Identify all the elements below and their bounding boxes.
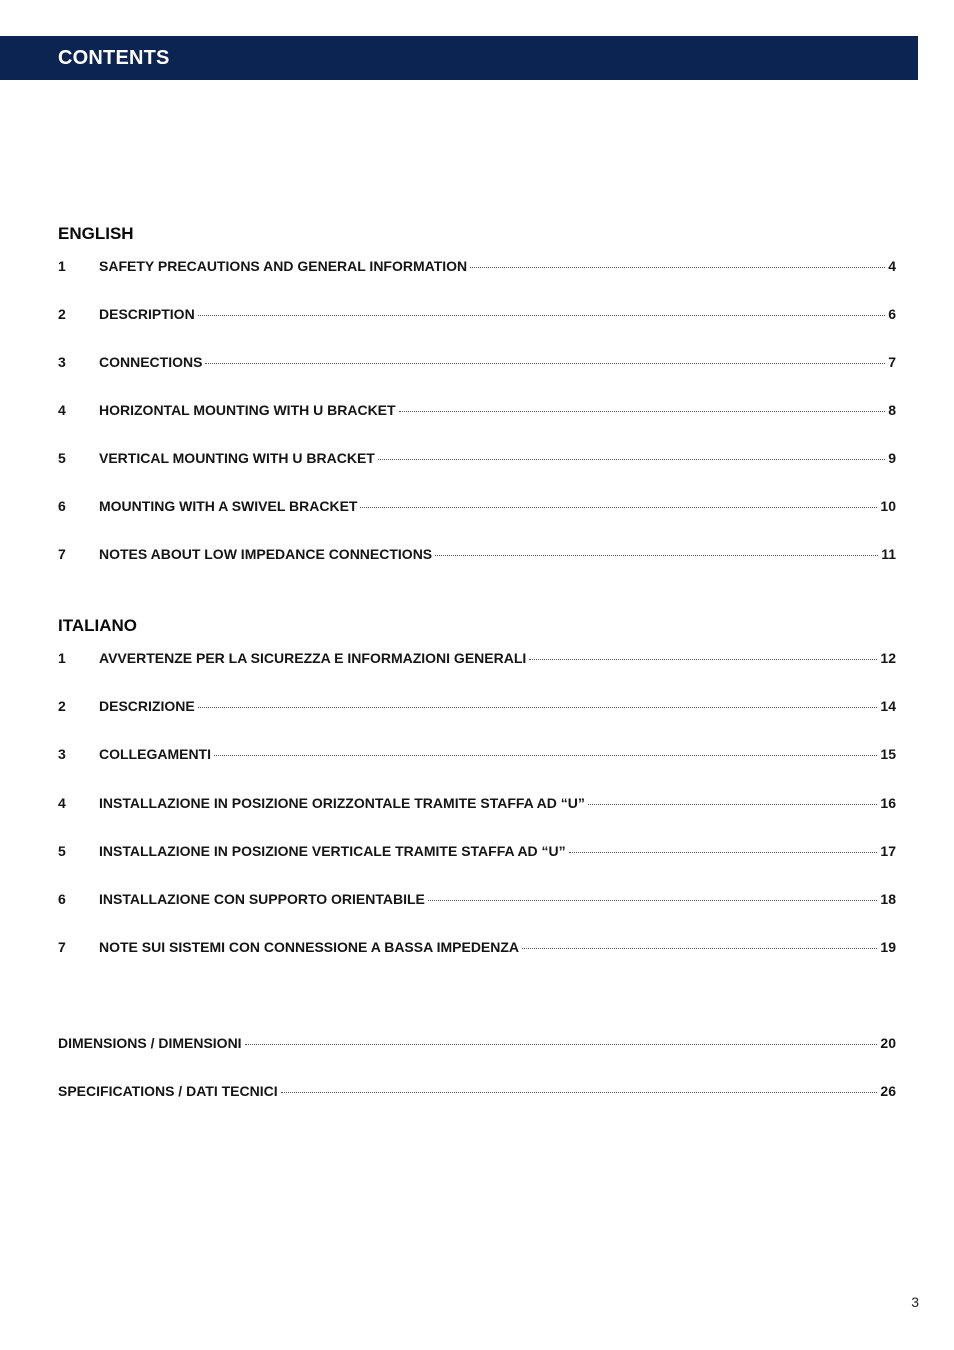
toc-entry-number: 1	[58, 650, 66, 666]
toc-entry-title: MOUNTING WITH A SWIVEL BRACKET	[99, 498, 358, 514]
toc-entry-page: 26	[880, 1083, 896, 1099]
dot-leader	[198, 707, 878, 708]
contents-header-bar	[0, 36, 918, 80]
toc-entry-page: 9	[888, 450, 896, 466]
toc-entry-number: 7	[58, 939, 66, 955]
dot-leader	[428, 900, 878, 901]
toc-entry-title: INSTALLAZIONE CON SUPPORTO ORIENTABILE	[99, 891, 425, 907]
toc-entry-title: AVVERTENZE PER LA SICUREZZA E INFORMAZIONI GENERALI	[99, 650, 527, 666]
dot-leader	[245, 1044, 878, 1045]
toc-entry-title: COLLEGAMENTI	[99, 746, 211, 762]
toc-entry[interactable]	[58, 450, 896, 470]
toc-entry[interactable]	[58, 843, 896, 863]
toc-entry-number: 4	[58, 795, 66, 811]
toc-entry[interactable]	[58, 306, 896, 326]
toc-entry-title: VERTICAL MOUNTING WITH U BRACKET	[99, 450, 375, 466]
toc-entry-page: 14	[880, 698, 896, 714]
dot-leader	[470, 267, 885, 268]
dot-leader	[529, 659, 877, 660]
toc-entry[interactable]	[58, 698, 896, 718]
toc-entry-number: 7	[58, 546, 66, 562]
toc-entry[interactable]	[58, 402, 896, 422]
toc-entry[interactable]	[58, 546, 896, 566]
toc-entry-title: SPECIFICATIONS / DATI TECNICI	[58, 1083, 278, 1099]
toc-entry-title: DESCRIZIONE	[99, 698, 195, 714]
dot-leader	[588, 804, 878, 805]
toc-entry-page: 7	[888, 354, 896, 370]
toc-entry-title: SAFETY PRECAUTIONS AND GENERAL INFORMATION	[99, 258, 468, 274]
dot-leader	[205, 363, 885, 364]
toc-entry-page: 19	[880, 939, 896, 955]
dot-leader	[399, 411, 886, 412]
dot-leader	[378, 459, 885, 460]
toc-entry-number: 2	[58, 698, 66, 714]
toc-entry-number: 3	[58, 354, 66, 370]
toc-entry-page: 15	[880, 746, 896, 762]
page-number: 3	[911, 1294, 919, 1310]
toc-entry[interactable]	[58, 746, 896, 766]
toc-entry-specifications[interactable]	[58, 1083, 896, 1103]
toc-entry-page: 4	[888, 258, 896, 274]
toc-entry-title: INSTALLAZIONE IN POSIZIONE VERTICALE TRAMITE STAFFA AD “U”	[99, 843, 566, 859]
toc-entry[interactable]	[58, 354, 896, 374]
dot-leader	[522, 948, 877, 949]
toc-entry-page: 6	[888, 306, 896, 322]
section-heading-english: ENGLISH	[58, 224, 134, 243]
toc-entry-number: 5	[58, 450, 66, 466]
toc-entry-title: CONNECTIONS	[99, 354, 203, 370]
toc-entry[interactable]	[58, 258, 896, 278]
toc-entry-number: 6	[58, 891, 66, 907]
toc-entry-number: 6	[58, 498, 66, 514]
toc-entry-title: INSTALLAZIONE IN POSIZIONE ORIZZONTALE TRAMITE STAFFA AD “U”	[99, 795, 585, 811]
dot-leader	[198, 315, 886, 316]
toc-entry-number: 1	[58, 258, 66, 274]
toc-entry-number: 5	[58, 843, 66, 859]
toc-entry[interactable]	[58, 498, 896, 518]
toc-entry-page: 17	[880, 843, 896, 859]
toc-entry[interactable]	[58, 795, 896, 815]
toc-entry-page: 10	[880, 498, 896, 514]
toc-entry[interactable]	[58, 939, 896, 959]
toc-entry[interactable]	[58, 650, 896, 670]
dot-leader	[569, 852, 878, 853]
toc-entry-title: HORIZONTAL MOUNTING WITH U BRACKET	[99, 402, 396, 418]
toc-entry-page: 11	[881, 546, 896, 562]
toc-entry-number: 2	[58, 306, 66, 322]
section-heading-italiano: ITALIANO	[58, 616, 138, 635]
toc-entry-page: 8	[888, 402, 896, 418]
page-title: CONTENTS	[58, 47, 170, 69]
toc-entry-number: 4	[58, 402, 66, 418]
dot-leader	[360, 507, 877, 508]
toc-entry-title: NOTE SUI SISTEMI CON CONNESSIONE A BASSA IMPEDENZA	[99, 939, 520, 955]
toc-entry-title: NOTES ABOUT LOW IMPEDANCE CONNECTIONS	[99, 546, 433, 562]
toc-entry-page: 12	[880, 650, 896, 666]
toc-entry[interactable]	[58, 891, 896, 911]
toc-entry-title: DIMENSIONS / DIMENSIONI	[58, 1035, 242, 1051]
toc-entry-page: 20	[880, 1035, 896, 1051]
dot-leader	[435, 555, 878, 556]
dot-leader	[214, 755, 877, 756]
dot-leader	[281, 1092, 878, 1093]
toc-entry-title: DESCRIPTION	[99, 306, 195, 322]
toc-entry-page: 18	[880, 891, 896, 907]
toc-entry-number: 3	[58, 746, 66, 762]
toc-entry-dimensions[interactable]	[58, 1035, 896, 1055]
toc-entry-page: 16	[880, 795, 896, 811]
